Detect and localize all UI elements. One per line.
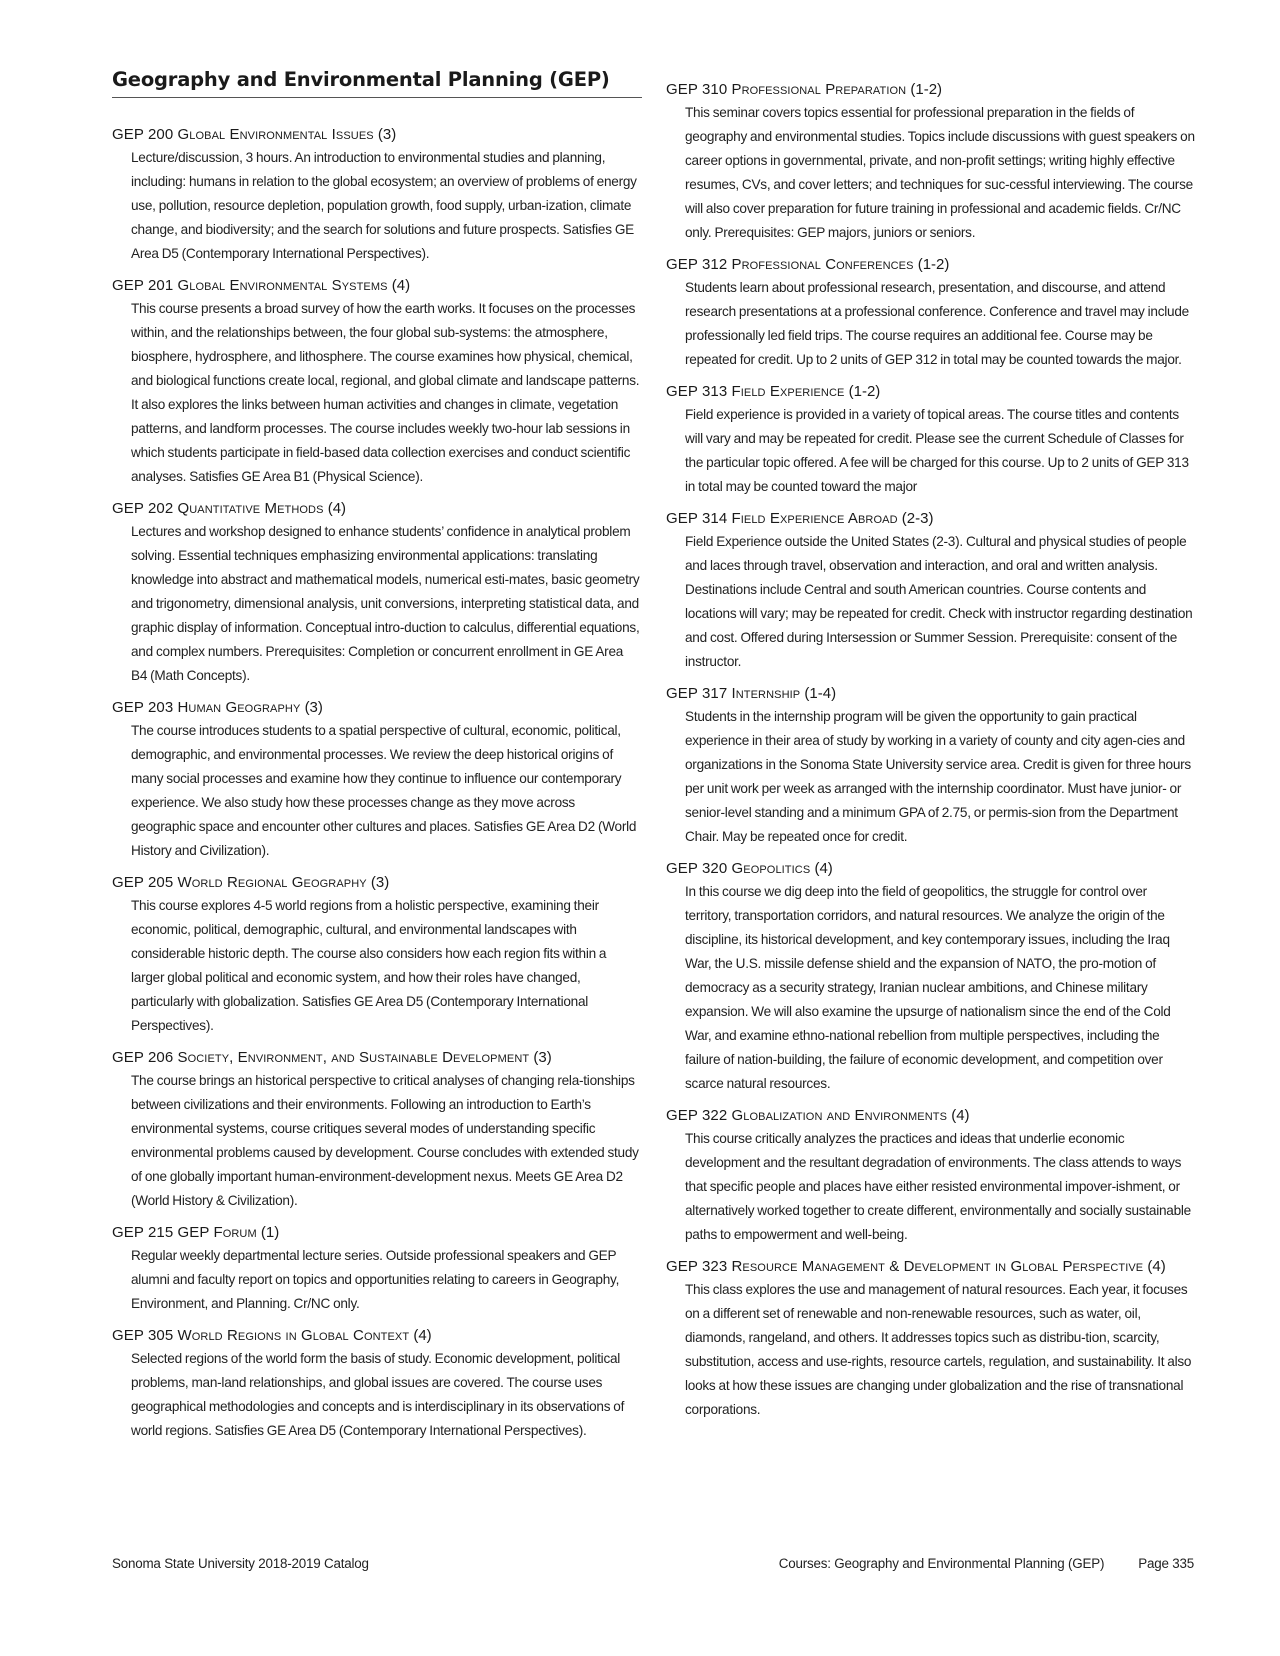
course-entry bbox=[666, 79, 1196, 245]
course-name: Globalization and Environments bbox=[731, 1107, 948, 1124]
course-units: (4) bbox=[814, 860, 833, 877]
course-code: GEP 200 bbox=[112, 126, 174, 143]
course-name: Global Environmental Systems bbox=[177, 277, 388, 294]
course-entry bbox=[112, 1047, 642, 1213]
course-entry bbox=[112, 498, 642, 688]
course-heading bbox=[666, 683, 1196, 705]
course-heading bbox=[666, 1105, 1196, 1127]
course-code: GEP 323 bbox=[666, 1258, 728, 1275]
course-name: Resource Management & Development in Global Perspective bbox=[731, 1258, 1144, 1275]
course-entry bbox=[666, 254, 1196, 372]
course-description: Lectures and workshop designed to enhance students’ confidence in analytical problem solving. Essential techniques emphasizing environmental applications: translating knowledge into abstract and mathematical models, numerical esti-mates, basic geometry and trigonometry, dimensional analysis, unit conversions, interpreting statistical data, and graphic display of information. Conceptual intro-duction to calculus, differential equations, and complex numbers. Prerequisites: Completion or concurrent enrollment in GE Area B4 (Math Concepts). bbox=[131, 524, 640, 683]
course-description: This seminar covers topics essential for professional preparation in the fields of geography and environmental studies. Topics include discussions with guest speakers on career options in governmental, private, and non-profit settings; writing highly effective resumes, CVs, and cover letters; and techniques for suc-cessful interviewing. The course will also cover preparation for future training in professional and academic fields. Cr/NC only. Prerequisites: GEP majors, juniors or seniors. bbox=[685, 105, 1195, 240]
course-description: Students in the internship program will be given the opportunity to gain practical experience in their area of study by working in a variety of county and city agen-cies and organizations in the Sonoma State University service area. Credit is given for three hours per unit work per week as arranged with the internship coordinator. Must have junior- or senior-level standing and a minimum GPA of 2.75, or permis-sion from the Department Chair. May be repeated once for credit. bbox=[685, 709, 1191, 844]
course-heading bbox=[666, 254, 1196, 276]
course-description: Regular weekly departmental lecture series. Outside professional speakers and GEP alumni and faculty report on topics and opportunities relating to careers in Geography, Environment, and Planning. Cr/NC only. bbox=[131, 1248, 620, 1311]
course-units: (2-3) bbox=[901, 510, 934, 527]
course-heading bbox=[666, 79, 1196, 101]
course-heading bbox=[112, 1325, 642, 1347]
course-units: (4) bbox=[391, 277, 411, 294]
course-heading bbox=[666, 508, 1196, 530]
course-code: GEP 202 bbox=[112, 500, 174, 517]
course-code: GEP 314 bbox=[666, 510, 728, 527]
page-number: Page 335 bbox=[1138, 1556, 1194, 1571]
course-entry bbox=[112, 124, 642, 266]
course-entry bbox=[666, 1256, 1196, 1422]
course-units: (4) bbox=[413, 1327, 432, 1344]
course-heading bbox=[666, 858, 1196, 880]
left-course-list bbox=[112, 124, 642, 1443]
course-name: Geopolitics bbox=[731, 860, 811, 877]
course-code: GEP 317 bbox=[666, 685, 728, 702]
course-code: GEP 205 bbox=[112, 874, 174, 891]
course-heading bbox=[666, 1256, 1196, 1278]
course-description: Students learn about professional research, presentation, and discourse, and attend research presentations at a professional conference. Conference and travel may include professionally led field trips. The course requires an additional fee. Course may be repeated for credit. Up to 2 units of GEP 312 in total may be counted towards the major. bbox=[685, 280, 1189, 367]
course-units: (1-2) bbox=[917, 256, 950, 273]
course-code: GEP 310 bbox=[666, 81, 728, 98]
course-units: (3) bbox=[304, 699, 323, 716]
course-description: This course critically analyzes the practices and ideas that underlie economic development and the resultant degradation of environments. The class attends to ways that specific people and places have either resisted environmental impover-ishment, or alternatively worked together to create different, environmentally and socially sustainable paths to empowerment and well-being. bbox=[685, 1131, 1191, 1242]
course-units: (1) bbox=[260, 1224, 280, 1241]
right-column bbox=[666, 70, 1196, 1422]
course-heading bbox=[666, 381, 1196, 403]
course-entry bbox=[666, 381, 1196, 499]
course-entry bbox=[666, 1105, 1196, 1247]
course-name: Field Experience Abroad bbox=[731, 510, 898, 527]
course-heading bbox=[112, 872, 642, 894]
course-name: Field Experience bbox=[731, 383, 845, 400]
left-column bbox=[112, 66, 642, 1443]
course-units: (4) bbox=[1147, 1258, 1166, 1275]
right-course-list bbox=[666, 79, 1196, 1422]
course-entry bbox=[112, 872, 642, 1038]
course-units: (1-4) bbox=[804, 685, 837, 702]
course-name: Internship bbox=[731, 685, 801, 702]
course-description: Field Experience outside the United States (2-3). Cultural and physical studies of people and laces through travel, observation and interaction, and oral and written analysis. Destinations include Central and south American countries. Course contents and locations will vary; may be repeated for credit. Check with instructor regarding destination and cost. Offered during Intersession or Summer Session. Prerequisite: consent of the instructor. bbox=[685, 534, 1193, 669]
course-code: GEP 203 bbox=[112, 699, 174, 716]
course-units: (1-2) bbox=[910, 81, 943, 98]
course-entry bbox=[112, 697, 642, 863]
course-heading bbox=[112, 1047, 642, 1069]
course-entry bbox=[112, 1325, 642, 1443]
course-description: Field experience is provided in a variety of topical areas. The course titles and contents will vary and may be repeated for credit. Please see the current Schedule of Classes for the particular topic offered. A fee will be charged for this course. Up to 2 units of GEP 313 in total may be counted toward the major bbox=[685, 407, 1189, 494]
course-units: (3) bbox=[370, 874, 390, 891]
course-name: Human Geography bbox=[177, 699, 301, 716]
course-entry bbox=[666, 508, 1196, 674]
course-description: In this course we dig deep into the field of geopolitics, the struggle for control over territory, transportation corridors, and natural resources. We analyze the origin of the discipline, its historical development, and key contemporary issues, including the Iraq War, the U.S. missile defense shield and the expansion of NATO, the pro-motion of democracy as a security strategy, Iranian nuclear ambitions, and Chinese military expansion. We will also examine the upsurge of nationalism since the end of the Cold War, and examine ethno-national rebellion from multiple perspectives, including the failure of nation-building, the failure of economic development, and competition over scarce natural resources. bbox=[685, 884, 1171, 1091]
course-name: Society, Environment, and Sustainable Development bbox=[177, 1049, 530, 1066]
course-code: GEP 305 bbox=[112, 1327, 174, 1344]
course-code: GEP 201 bbox=[112, 277, 174, 294]
footer-section bbox=[762, 1556, 1194, 1571]
course-heading bbox=[112, 124, 642, 146]
footer-section-label: Courses: Geography and Environmental Planning (GEP) bbox=[778, 1556, 1105, 1571]
course-units: (4) bbox=[951, 1107, 970, 1124]
course-code: GEP 313 bbox=[666, 383, 728, 400]
course-code: GEP 322 bbox=[666, 1107, 728, 1124]
course-heading bbox=[112, 1222, 642, 1244]
course-units: (4) bbox=[327, 500, 347, 517]
section-title: Geography and Environmental Planning (GEP) bbox=[112, 66, 642, 98]
course-description: This course presents a broad survey of how the earth works. It focuses on the processes within, and the relationships between, the four global sub-systems: the atmosphere, biosphere, hydrosphere, and lithosphere. The course examines how physical, chemical, and biological functions create local, regional, and global climate and landscape patterns. It also explores the links between human activities and changes in climate, vegetation patterns, and landform processes. The course includes weekly two-hour lab sessions in which students participate in field-based data collection exercises and conduct scientific analyses. Satisfies GE Area B1 (Physical Science). bbox=[131, 301, 640, 484]
course-entry bbox=[666, 683, 1196, 849]
course-description: The course brings an historical perspective to critical analyses of changing rela-tionships between civilizations and their environments. Following an introduction to Earth’s environmental systems, course critiques several modes of understanding specific environmental problems caused by development. Course concludes with extended study of one globally important human-environment-development nexus. Meets GE Area D2 (World History & Civilization). bbox=[131, 1073, 639, 1208]
course-entry bbox=[112, 1222, 642, 1316]
course-name: Quantitative Methods bbox=[177, 500, 324, 517]
course-description: This course explores 4-5 world regions from a holistic perspective, examining their economic, political, demographic, cultural, and environmental landscapes with considerable historic depth. The course also considers how each region fits within a larger global political and economic system, and how their roles have changed, particularly with globalization. Satisfies GE Area D5 (Contemporary International Perspectives). bbox=[131, 898, 607, 1033]
course-code: GEP 320 bbox=[666, 860, 728, 877]
course-name: World Regional Geography bbox=[177, 874, 367, 891]
course-entry bbox=[666, 858, 1196, 1096]
course-name: Professional Conferences bbox=[731, 256, 914, 273]
course-heading bbox=[112, 275, 642, 297]
course-name: World Regions in Global Context bbox=[177, 1327, 410, 1344]
course-code: GEP 312 bbox=[666, 256, 728, 273]
course-description: This class explores the use and management of natural resources. Each year, it focuses on a different set of renewable and non-renewable resources, such as water, oil, diamonds, rangeland, and others. It addresses topics such as distribu-tion, scarcity, substitution, access and use-rights, resource cartels, regulation, and sustainability. It also looks at how these issues are changing under globalization and the rise of transnational corporations. bbox=[685, 1282, 1192, 1417]
course-units: (3) bbox=[377, 126, 397, 143]
course-name: GEP Forum bbox=[177, 1224, 257, 1241]
course-units: (3) bbox=[533, 1049, 552, 1066]
footer-catalog: Sonoma State University 2018-2019 Catalog bbox=[112, 1556, 369, 1571]
course-code: GEP 206 bbox=[112, 1049, 174, 1066]
course-name: Professional Preparation bbox=[731, 81, 907, 98]
course-description: Selected regions of the world form the basis of study. Economic development, political problems, man-land relationships, and global issues are covered. The course uses geographical methodologies and concepts and is interdisciplinary in its observations of world regions. Satisfies GE Area D5 (Contemporary International Perspectives). bbox=[131, 1351, 625, 1438]
course-entry bbox=[112, 275, 642, 489]
course-units: (1-2) bbox=[848, 383, 881, 400]
course-description: Lecture/discussion, 3 hours. An introduction to environmental studies and planning, including: humans in relation to the global ecosystem; an overview of problems of energy use, pollution, resource depletion, population growth, food supply, urban-ization, climate change, and biodiversity; and the search for solutions and future prospects. Satisfies GE Area D5 (Contemporary International Perspectives). bbox=[131, 150, 637, 261]
course-heading bbox=[112, 697, 642, 719]
course-description: The course introduces students to a spatial perspective of cultural, economic, political, demographic, and environmental processes. We review the deep historical origins of many social processes and examine how they continue to influence our contemporary experience. We also study how these processes change as they move across geographic space and encounter other cultures and places. Satisfies GE Area D2 (World History and Civilization). bbox=[131, 723, 637, 858]
course-code: GEP 215 bbox=[112, 1224, 174, 1241]
course-heading bbox=[112, 498, 642, 520]
course-name: Global Environmental Issues bbox=[177, 126, 374, 143]
